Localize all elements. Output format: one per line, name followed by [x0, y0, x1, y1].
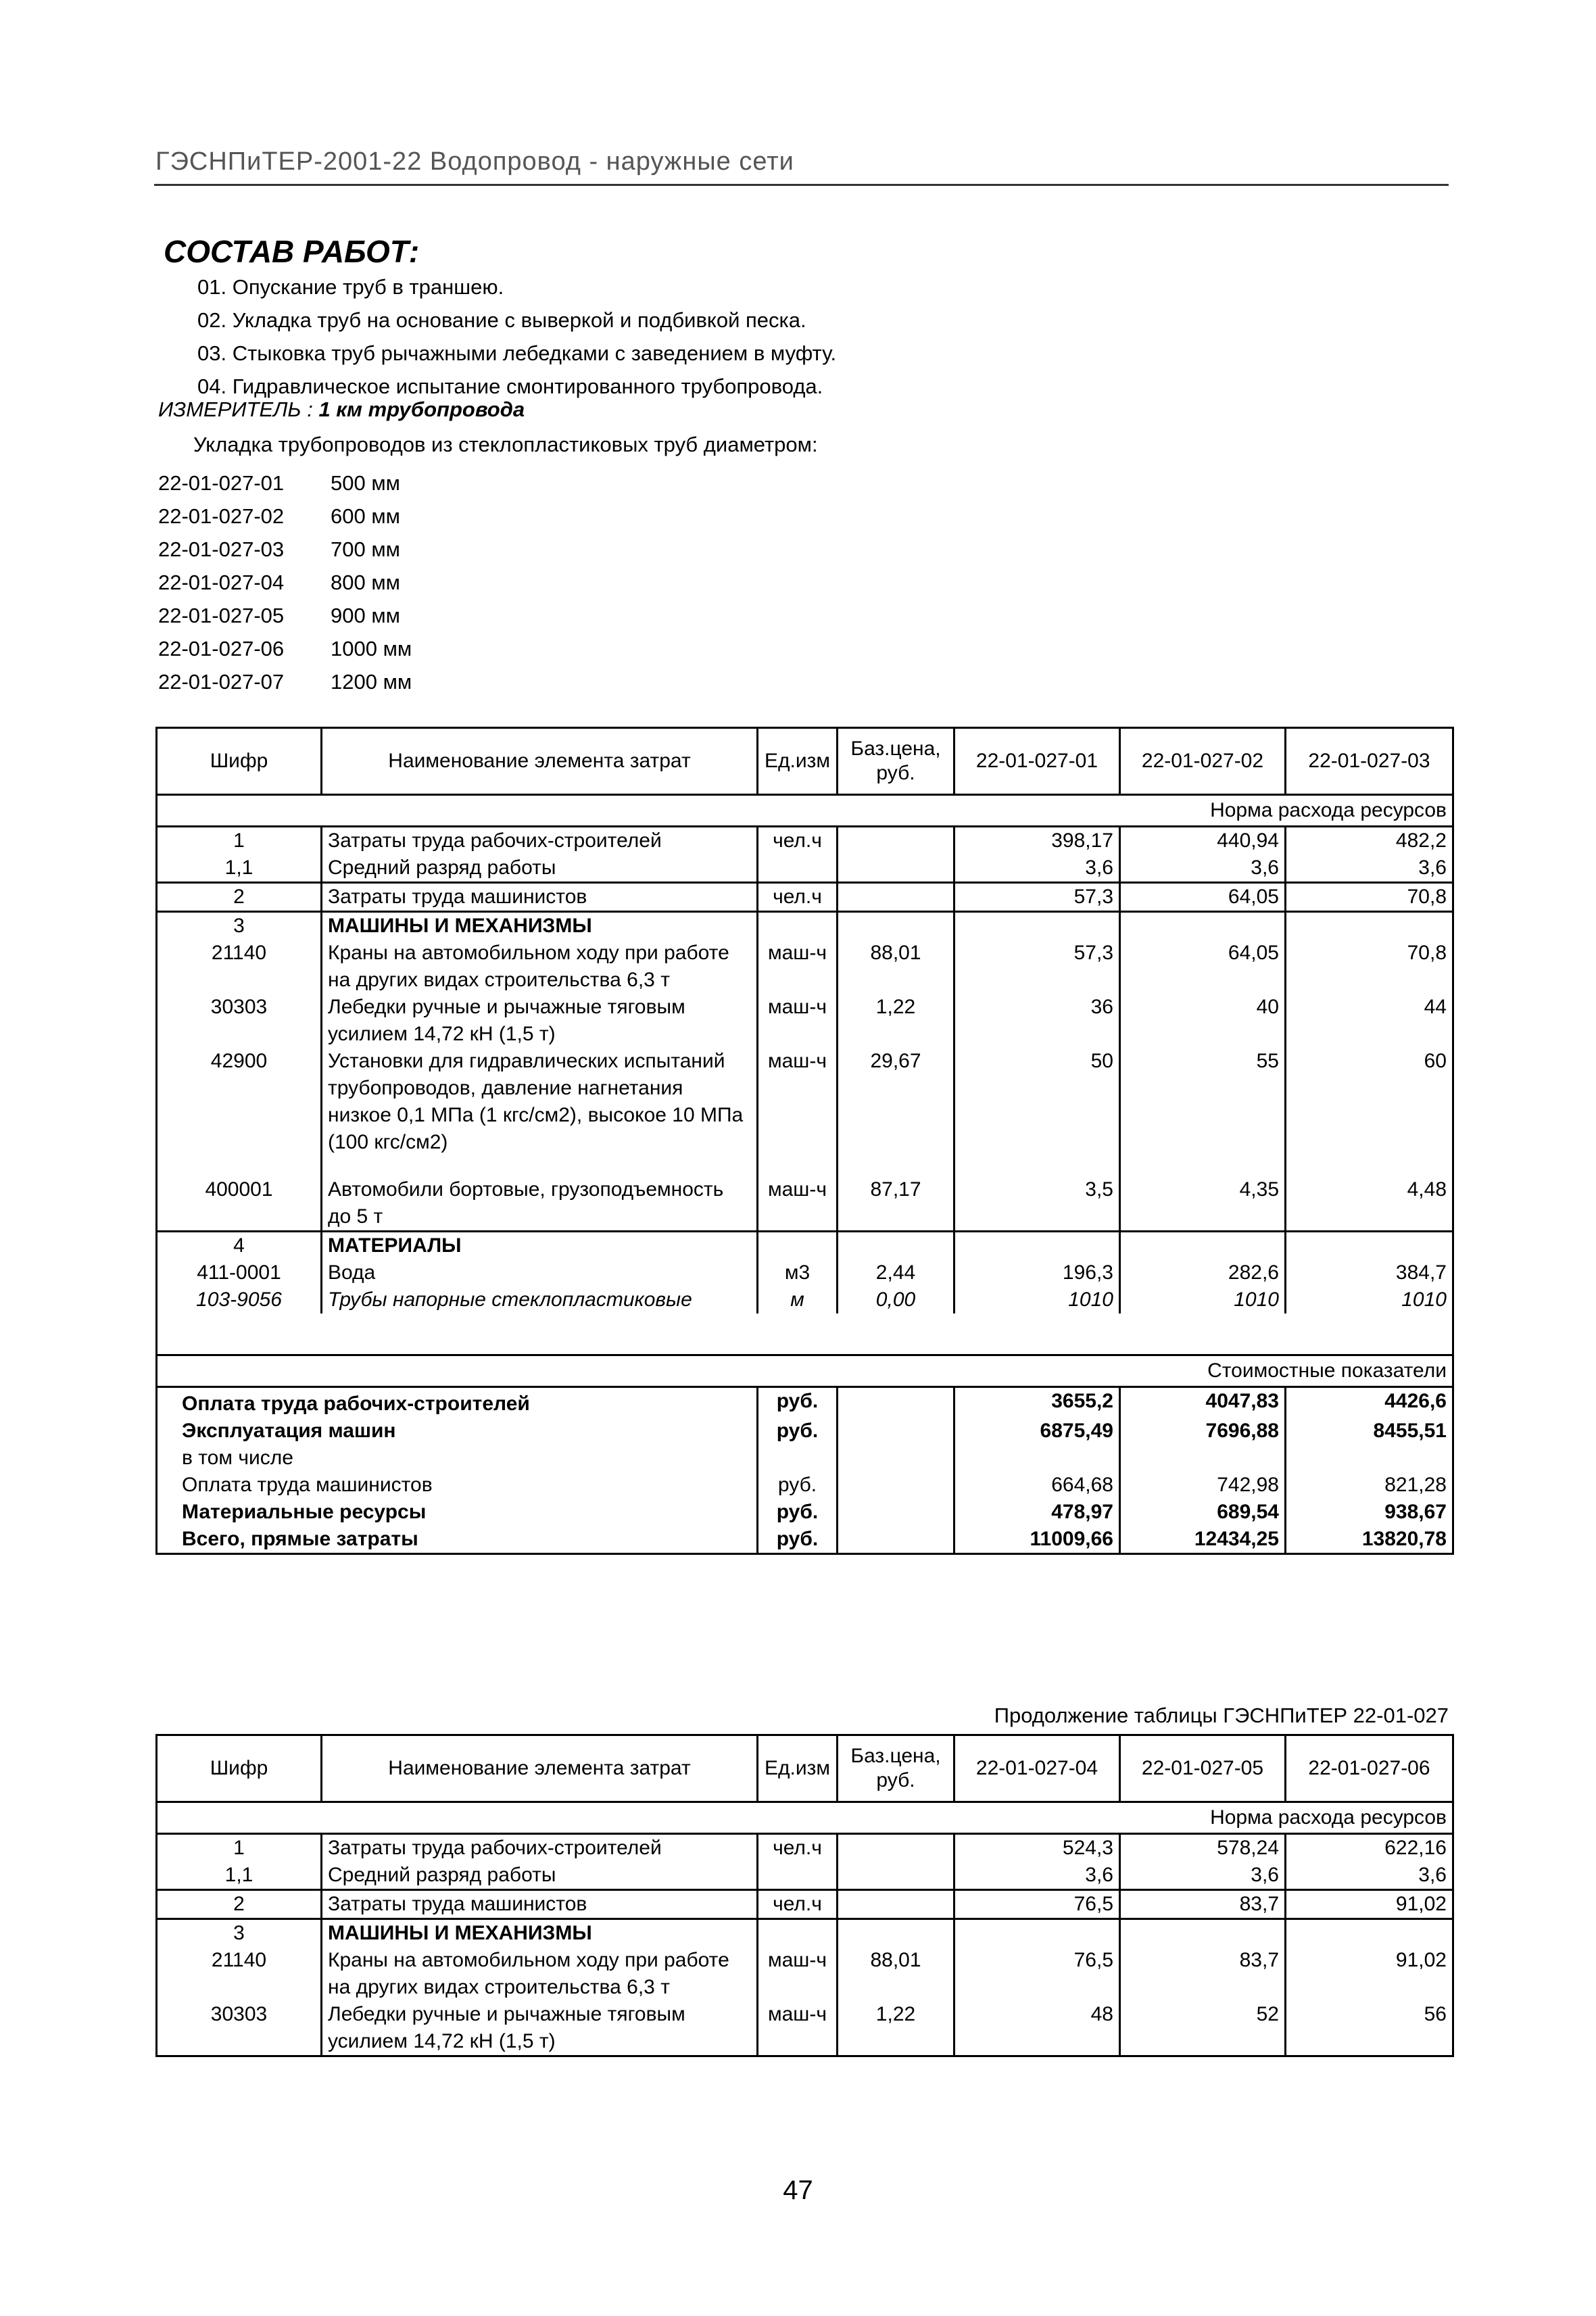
cell-code: 21140: [157, 1947, 322, 2001]
size-value: 700 мм: [331, 537, 400, 561]
cell-price: [838, 854, 954, 883]
running-header: ГЭСНПиТЕР-2001-22 Водопровод - наружные сети: [155, 147, 794, 176]
header-price: Баз.цена, руб.: [838, 1735, 954, 1802]
work-list: [197, 270, 836, 403]
header-code: Шифр: [157, 728, 322, 795]
continuation-note: Продолжение таблицы ГЭСНПиТЕР 22-01-027: [994, 1704, 1449, 1727]
cell-value: 83,7: [1120, 1890, 1286, 1919]
cost-value: 7696,88: [1120, 1418, 1286, 1445]
cell-name: МАШИНЫ И МЕХАНИЗМЫ: [322, 912, 758, 940]
work-item: 02. Укладка труб на основание с выверкой и подбивкой песка.: [197, 308, 806, 332]
cell-name: Затраты труда машинистов: [322, 1890, 758, 1919]
cell-name: МАТЕРИАЛЫ: [322, 1232, 758, 1260]
table-row: [157, 883, 1453, 912]
work-item: 04. Гидравлическое испытание смонтированного трубопровода.: [197, 375, 823, 398]
table-row: [157, 1834, 1453, 1862]
table-row: [157, 1286, 1453, 1313]
cell-value: [1286, 1232, 1453, 1260]
header-column: 22-01-027-03: [1286, 728, 1453, 795]
cost-value: 3655,2: [954, 1387, 1120, 1418]
size-value: 600 мм: [331, 504, 400, 528]
section-title: СОСТАВ РАБОТ:: [164, 234, 420, 269]
cell-price: [838, 883, 954, 912]
cell-value: 70,8: [1286, 883, 1453, 912]
cell-value: 398,17: [954, 827, 1120, 855]
cell-code: 411-0001: [157, 1259, 322, 1286]
cost-value: 938,67: [1286, 1499, 1453, 1526]
cell-code: 2: [157, 1890, 322, 1919]
cost-row: [157, 1387, 1453, 1418]
cost-value: [1120, 1445, 1286, 1472]
cell-value: [1120, 1232, 1286, 1260]
cost-value: 664,68: [954, 1472, 1120, 1499]
cell-value: 3,6: [1286, 854, 1453, 883]
size-value: 900 мм: [331, 604, 400, 627]
cost-row: [157, 1499, 1453, 1526]
header-name: Наименование элемента затрат: [322, 728, 758, 795]
size-code: 22-01-027-01: [158, 471, 285, 495]
cost-value: 12434,25: [1120, 1526, 1286, 1554]
header-column: 22-01-027-06: [1286, 1735, 1453, 1802]
cost-unit: руб.: [758, 1418, 838, 1445]
cell-unit: [758, 1862, 838, 1890]
table-row: [157, 1048, 1453, 1176]
size-code: 22-01-027-06: [158, 637, 285, 660]
cell-value: 196,3: [954, 1259, 1120, 1286]
norm-label: Норма расхода ресурсов: [157, 795, 1453, 827]
size-code: 22-01-027-07: [158, 670, 285, 694]
cell-unit: маш-ч: [758, 1176, 838, 1232]
size-row: [158, 466, 412, 500]
cell-value: 3,5: [954, 1176, 1120, 1232]
cell-value: [954, 1232, 1120, 1260]
table-row: [157, 1259, 1453, 1286]
cell-code: 4: [157, 1232, 322, 1260]
cell-unit: чел.ч: [758, 827, 838, 855]
cell-unit: маш-ч: [758, 2001, 838, 2056]
cell-value: 44: [1286, 994, 1453, 1048]
cell-unit: чел.ч: [758, 1890, 838, 1919]
cell-price: [838, 912, 954, 940]
cost-unit: руб.: [758, 1499, 838, 1526]
cell-value: [1120, 1919, 1286, 1948]
cell-value: 3,6: [1120, 1862, 1286, 1890]
cell-code: 30303: [157, 994, 322, 1048]
header-price: Баз.цена, руб.: [838, 728, 954, 795]
cost-value: 742,98: [1120, 1472, 1286, 1499]
cell-name: Трубы напорные стеклопластиковые: [322, 1286, 758, 1313]
cost-unit: руб.: [758, 1387, 838, 1418]
table-row: [157, 854, 1453, 883]
cell-value: [954, 912, 1120, 940]
cell-price: [838, 827, 954, 855]
cell-value: 3,6: [954, 854, 1120, 883]
cell-value: 578,24: [1120, 1834, 1286, 1862]
cell-name: Краны на автомобильном ходу при работе на других видах строительства 6,3 т: [322, 1947, 758, 2001]
size-code: 22-01-027-02: [158, 504, 285, 528]
cost-label: Стоимостные показатели: [157, 1355, 1453, 1387]
cell-value: [954, 1919, 1120, 1948]
norm-header-row: [157, 1802, 1453, 1834]
header-code: Шифр: [157, 1735, 322, 1802]
cell-value: 50: [954, 1048, 1120, 1176]
measure-value: 1 км трубопровода: [318, 397, 525, 421]
cell-code: 21140: [157, 940, 322, 994]
cell-name: Лебедки ручные и рычажные тяговым усилием 14,72 кН (1,5 т): [322, 994, 758, 1048]
cell-value: 4,35: [1120, 1176, 1286, 1232]
cost-name: Эксплуатация машин: [157, 1418, 758, 1445]
intro-text: Укладка трубопроводов из стеклопластиковых труб диаметром:: [193, 433, 818, 456]
cost-name: Всего, прямые затраты: [157, 1526, 758, 1554]
cell-value: 4,48: [1286, 1176, 1453, 1232]
cost-value: 478,97: [954, 1499, 1120, 1526]
cell-name: Краны на автомобильном ходу при работе на других видах строительства 6,3 т: [322, 940, 758, 994]
cell-name: Установки для гидравлических испытаний трубопроводов, давление нагнетания низкое 0,1 МПа (1 кгс/см2), высокое 10 МПа (100 кгс/см2): [322, 1048, 758, 1176]
cell-name: Затраты труда машинистов: [322, 883, 758, 912]
size-value: 1200 мм: [331, 670, 412, 694]
work-item: 03. Стыковка труб рычажными лебедками с заведением в муфту.: [197, 341, 837, 365]
measure-line: [158, 397, 525, 422]
cell-code: 1,1: [157, 854, 322, 883]
cell-unit: чел.ч: [758, 1834, 838, 1862]
cell-unit: [758, 912, 838, 940]
cost-unit: [758, 1445, 838, 1472]
cell-unit: [758, 854, 838, 883]
cost-unit: руб.: [758, 1472, 838, 1499]
cell-value: 55: [1120, 1048, 1286, 1176]
cell-price: 2,44: [838, 1259, 954, 1286]
cell-unit: маш-ч: [758, 1048, 838, 1176]
cell-value: 1010: [954, 1286, 1120, 1313]
cell-value: 91,02: [1286, 1890, 1453, 1919]
resource-table-2: [155, 1734, 1454, 2057]
cell-name: МАШИНЫ И МЕХАНИЗМЫ: [322, 1919, 758, 1948]
cell-unit: м: [758, 1286, 838, 1313]
table-row: [157, 1232, 1453, 1260]
norm-label: Норма расхода ресурсов: [157, 1802, 1453, 1834]
cost-row: [157, 1526, 1453, 1554]
cell-value: 83,7: [1120, 1947, 1286, 2001]
cell-name: Затраты труда рабочих-строителей: [322, 827, 758, 855]
header-column: 22-01-027-01: [954, 728, 1120, 795]
size-row: [158, 665, 412, 698]
table-row: [157, 2001, 1453, 2056]
cell-code: 42900: [157, 1048, 322, 1176]
table-row: [157, 1862, 1453, 1890]
cell-code: 2: [157, 883, 322, 912]
header-column: 22-01-027-04: [954, 1735, 1120, 1802]
table-row: [157, 912, 1453, 940]
measure-label: ИЗМЕРИТЕЛЬ :: [158, 397, 313, 421]
size-value: 500 мм: [331, 471, 400, 495]
cell-value: 622,16: [1286, 1834, 1453, 1862]
cell-unit: [758, 1919, 838, 1948]
header-column: 22-01-027-05: [1120, 1735, 1286, 1802]
cost-name: в том числе: [157, 1445, 758, 1472]
cost-value: 689,54: [1120, 1499, 1286, 1526]
size-value: 800 мм: [331, 571, 400, 594]
cell-value: 3,6: [954, 1862, 1120, 1890]
cell-value: 3,6: [1286, 1862, 1453, 1890]
cost-row: [157, 1472, 1453, 1499]
header-unit: Ед.изм: [758, 1735, 838, 1802]
table-header-row: [157, 728, 1453, 795]
cell-price: [838, 1919, 954, 1948]
cell-unit: маш-ч: [758, 994, 838, 1048]
cell-value: 40: [1120, 994, 1286, 1048]
cell-value: 3,6: [1120, 854, 1286, 883]
header-unit: Ед.изм: [758, 728, 838, 795]
cell-unit: чел.ч: [758, 883, 838, 912]
cost-name: Материальные ресурсы: [157, 1499, 758, 1526]
table-row: [157, 1176, 1453, 1232]
resource-table-1: [155, 727, 1454, 1555]
cell-code: 3: [157, 912, 322, 940]
table-row: [157, 1890, 1453, 1919]
cell-name: Автомобили бортовые, грузоподъемность до 5 т: [322, 1176, 758, 1232]
cell-price: [838, 1890, 954, 1919]
cell-code: 1: [157, 1834, 322, 1862]
cell-code: 1,1: [157, 1862, 322, 1890]
cell-value: 70,8: [1286, 940, 1453, 994]
table-row: [157, 827, 1453, 855]
cell-price: 29,67: [838, 1048, 954, 1176]
cell-unit: м3: [758, 1259, 838, 1286]
cell-value: 36: [954, 994, 1120, 1048]
cell-name: Затраты труда рабочих-строителей: [322, 1834, 758, 1862]
cost-value: 4047,83: [1120, 1387, 1286, 1418]
cell-price: [838, 1232, 954, 1260]
cell-price: 1,22: [838, 2001, 954, 2056]
cell-code: 3: [157, 1919, 322, 1948]
size-row: [158, 632, 412, 665]
size-code: 22-01-027-03: [158, 537, 285, 561]
cell-price: 1,22: [838, 994, 954, 1048]
cell-name: Вода: [322, 1259, 758, 1286]
cost-row: [157, 1445, 1453, 1472]
cell-value: 52: [1120, 2001, 1286, 2056]
cost-unit: руб.: [758, 1526, 838, 1554]
cell-value: 440,94: [1120, 827, 1286, 855]
header-rule: [154, 184, 1449, 186]
cell-value: 384,7: [1286, 1259, 1453, 1286]
size-list: [158, 466, 412, 698]
cell-value: [1286, 912, 1453, 940]
cell-name: Средний разряд работы: [322, 854, 758, 883]
cell-value: 91,02: [1286, 1947, 1453, 2001]
cell-value: 1010: [1286, 1286, 1453, 1313]
cell-value: [1120, 912, 1286, 940]
cell-code: 30303: [157, 2001, 322, 2056]
cell-value: 76,5: [954, 1890, 1120, 1919]
cell-value: 524,3: [954, 1834, 1120, 1862]
cell-price: 88,01: [838, 940, 954, 994]
size-value: 1000 мм: [331, 637, 412, 660]
work-item: 01. Опускание труб в траншею.: [197, 275, 504, 299]
page-number: 47: [783, 2175, 813, 2205]
cell-value: 57,3: [954, 940, 1120, 994]
cell-unit: [758, 1232, 838, 1260]
cell-value: 1010: [1120, 1286, 1286, 1313]
cell-value: 60: [1286, 1048, 1453, 1176]
cell-code: 400001: [157, 1176, 322, 1232]
cost-value: [954, 1445, 1120, 1472]
cell-value: 76,5: [954, 1947, 1120, 2001]
cost-value: 13820,78: [1286, 1526, 1453, 1554]
table-row: [157, 1919, 1453, 1948]
cost-value: 6875,49: [954, 1418, 1120, 1445]
cell-name: Лебедки ручные и рычажные тяговым усилием 14,72 кН (1,5 т): [322, 2001, 758, 2056]
cell-value: [1286, 1919, 1453, 1948]
cell-unit: маш-ч: [758, 940, 838, 994]
cell-unit: маш-ч: [758, 1947, 838, 2001]
table-row: [157, 994, 1453, 1048]
size-row: [158, 500, 412, 533]
cell-value: 64,05: [1120, 940, 1286, 994]
cost-name: Оплата труда рабочих-строителей: [157, 1387, 758, 1418]
size-row: [158, 599, 412, 632]
cost-value: [1286, 1445, 1453, 1472]
cell-code: 103-9056: [157, 1286, 322, 1313]
cost-value: 11009,66: [954, 1526, 1120, 1554]
cost-value: 821,28: [1286, 1472, 1453, 1499]
header-name: Наименование элемента затрат: [322, 1735, 758, 1802]
cell-code: 1: [157, 827, 322, 855]
header-column: 22-01-027-02: [1120, 728, 1286, 795]
size-row: [158, 533, 412, 566]
size-code: 22-01-027-05: [158, 604, 285, 627]
size-code: 22-01-027-04: [158, 571, 285, 594]
cost-row: [157, 1418, 1453, 1445]
cell-name: Средний разряд работы: [322, 1862, 758, 1890]
cell-price: 88,01: [838, 1947, 954, 2001]
cell-value: 56: [1286, 2001, 1453, 2056]
cost-name: Оплата труда машинистов: [157, 1472, 758, 1499]
cell-value: 48: [954, 2001, 1120, 2056]
cell-price: [838, 1862, 954, 1890]
cell-value: 282,6: [1120, 1259, 1286, 1286]
cell-value: 482,2: [1286, 827, 1453, 855]
cell-price: 0,00: [838, 1286, 954, 1313]
cell-price: 87,17: [838, 1176, 954, 1232]
size-row: [158, 566, 412, 599]
cell-value: 64,05: [1120, 883, 1286, 912]
cell-price: [838, 1834, 954, 1862]
cell-value: 57,3: [954, 883, 1120, 912]
norm-header-row: [157, 795, 1453, 827]
cost-header-row: [157, 1355, 1453, 1387]
table-header-row: [157, 1735, 1453, 1802]
cost-value: 8455,51: [1286, 1418, 1453, 1445]
cost-value: 4426,6: [1286, 1387, 1453, 1418]
table-row: [157, 1947, 1453, 2001]
blank-row: [157, 1313, 1453, 1355]
table-row: [157, 940, 1453, 994]
